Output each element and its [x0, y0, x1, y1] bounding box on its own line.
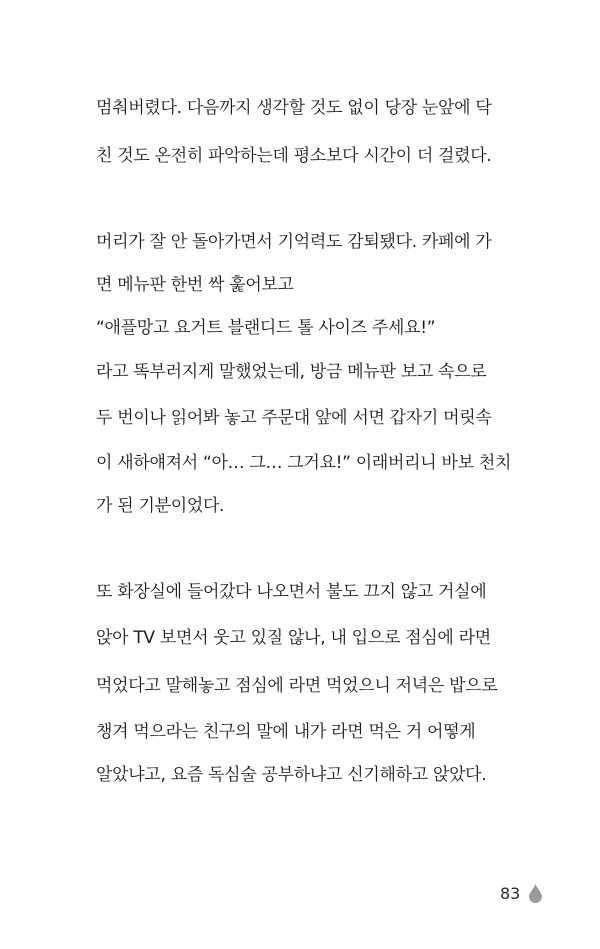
text-line: 면 메뉴판 한번 싹 훑어보고 — [96, 275, 294, 295]
text-line: 챙겨 먹으라는 친구의 말에 내가 라면 먹은 거 어떻게 — [96, 722, 476, 742]
text-line: 또 화장실에 들어갔다 나오면서 불도 끄지 않고 거실에 — [96, 582, 487, 602]
text-line: 머리가 잘 안 돌아가면서 기억력도 감퇴됐다. 카페에 가 — [96, 232, 492, 252]
text-line: “애플망고 요거트 블랜디드 톨 사이즈 주세요!” — [96, 318, 436, 338]
text-line: 앉아 TV 보면서 웃고 있질 않나, 내 입으로 점심에 라면 — [96, 628, 491, 648]
text-line: 멈춰버렸다. 다음까지 생각할 것도 없이 당장 눈앞에 닥 — [96, 98, 492, 118]
page-number: 83 — [500, 884, 521, 903]
text-line: 이 새하얘져서 “아… 그… 그거요!” 이래버리니 바보 천치 — [96, 453, 512, 473]
text-line: 가 된 기분이었다. — [96, 496, 225, 516]
text-line: 먹었다고 말해놓고 점심에 라면 먹었으니 저녁은 밥으로 — [96, 676, 498, 696]
text-line: 알았냐고, 요즘 독심술 공부하냐고 신기해하고 앉았다. — [96, 765, 487, 785]
text-line: 친 것도 온전히 파악하는데 평소보다 시간이 더 걸렸다. — [96, 146, 492, 166]
text-line: 두 번이나 읽어봐 놓고 주문대 앞에 서면 갑자기 머릿속 — [96, 408, 492, 428]
drop-icon — [529, 884, 542, 903]
text-line: 라고 똑부러지게 말했었는데, 방금 메뉴판 보고 속으로 — [96, 362, 487, 382]
